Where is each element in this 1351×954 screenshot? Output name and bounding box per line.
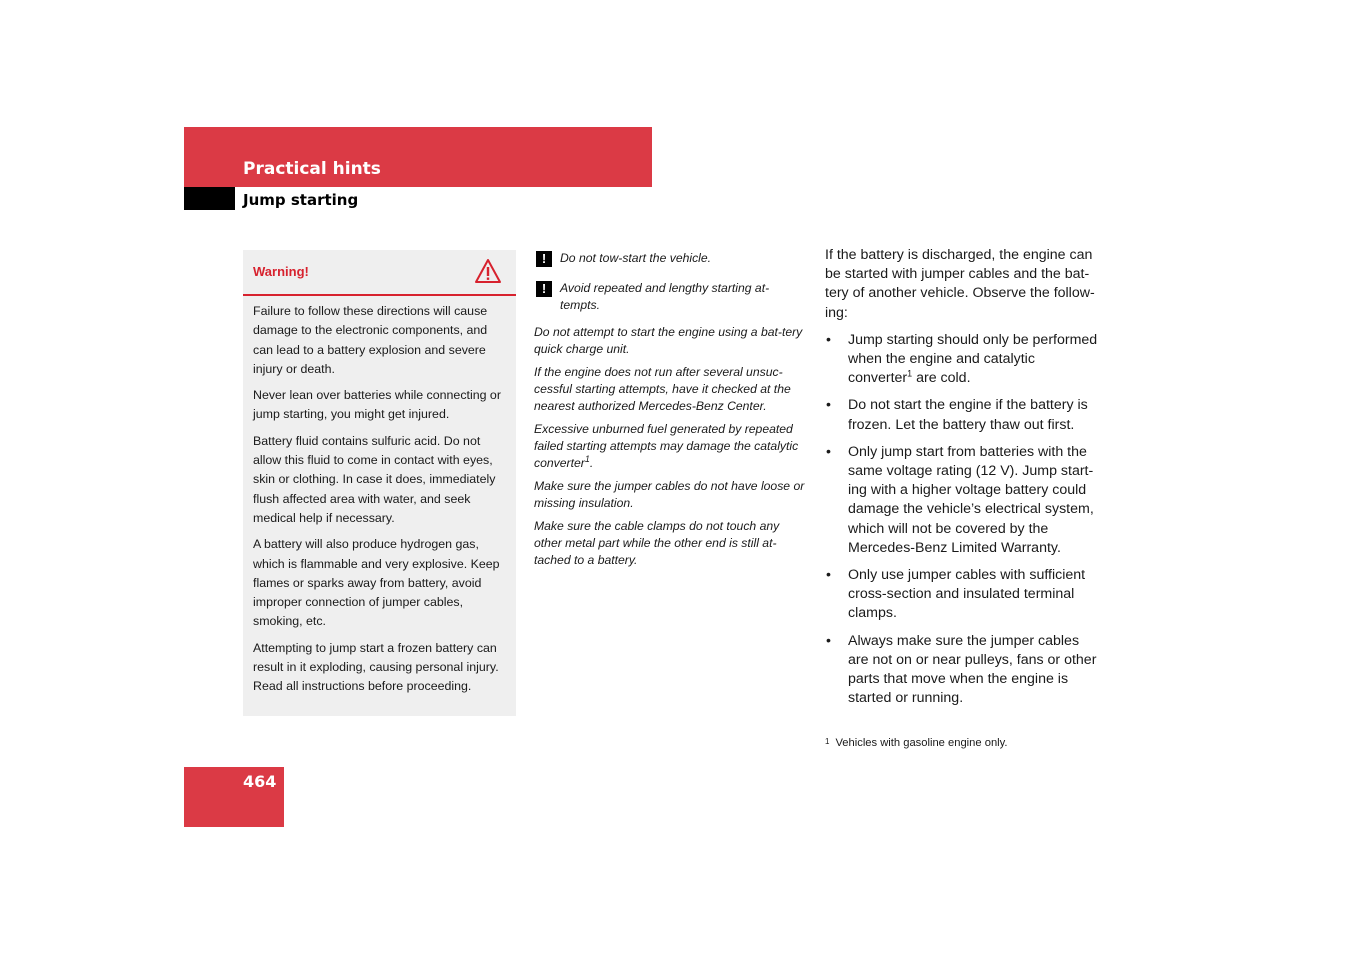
note-paragraph: If the engine does not run after several unsuc-cessful starting attempts, have it checked at the nearest authorized Mercedes-Benz Center.	[534, 365, 791, 413]
warning-paragraph: Never lean over batteries while connecting or jump starting, you might get injured.	[253, 388, 501, 422]
list-item	[825, 632, 1103, 709]
bullet: •	[826, 331, 831, 348]
list-item	[825, 566, 1103, 624]
list-item	[825, 443, 1103, 558]
exclamation-icon: !	[536, 251, 552, 267]
note-text: Do not tow-start the vehicle.	[560, 251, 712, 265]
list-item-text: Only jump start from batteries with the same voltage rating (12 V). Jump start-ing with a higher voltage battery could damage the vehicle’s electrical system, which will not be covered by the Mercedes-Benz Limited Warranty.	[848, 443, 1094, 556]
section-tab-marker	[184, 187, 235, 210]
footnote-reference: 1	[907, 368, 913, 379]
note-paragraph	[534, 421, 806, 472]
warning-triangle-icon	[474, 258, 502, 284]
note-paragraph: Make sure the cable clamps do not touch any other metal part while the other end is still at-tached to a battery.	[534, 519, 780, 567]
warning-header	[243, 250, 516, 296]
exclamation-icon: !	[536, 281, 552, 297]
notes-column	[534, 250, 806, 575]
warning-paragraph: A battery will also produce hydrogen gas, which is flammable and very explosive. Keep flames or sparks away from battery, avoid improper connection of jumper cables, smoking, etc.	[253, 537, 500, 629]
warning-paragraph: Read all instructions before proceeding.	[253, 679, 472, 694]
bullet: •	[826, 567, 831, 584]
note-item	[534, 250, 806, 267]
list-item-text: Always make sure the jumper cables are not on or near pulleys, fans or other parts that move when the engine is started or running.	[848, 632, 1097, 707]
footnote-reference: 1	[584, 453, 590, 464]
list-item	[825, 396, 1103, 434]
list-item-text: Do not start the engine if the battery is frozen. Let the battery thaw out first.	[848, 397, 1088, 433]
note-paragraph: Make sure the jumper cables do not have loose or missing insulation.	[534, 479, 805, 510]
bullet: •	[826, 443, 831, 460]
list-item-text: are cold.	[912, 370, 971, 387]
warning-paragraph: Battery fluid contains sulfuric acid. Do not allow this fluid to come in contact with eyes, skin or clothing. In case it does, immediately flush affected area with water, and seek medical help if necessary.	[253, 433, 496, 525]
note-item	[534, 280, 806, 314]
footnote-text: Vehicles with gasoline engine only.	[835, 737, 1008, 749]
list-item-text: Jump starting should only be performed when the engine and catalytic converter	[848, 331, 1098, 387]
footnote-mark: 1	[825, 737, 830, 746]
warning-body	[253, 302, 509, 704]
list-item-text: Only use jumper cables with sufficient cross-section and insulated terminal clamps.	[848, 567, 1086, 622]
bullet: •	[826, 397, 831, 414]
bullet: •	[826, 632, 831, 649]
section-title: Practical hints	[243, 159, 381, 179]
note-text: .	[589, 456, 594, 470]
main-column	[825, 246, 1103, 716]
note-text: Excessive unburned fuel generated by repeated failed starting attempts may damage the catalytic converter	[534, 422, 799, 470]
intro-paragraph: If the battery is discharged, the engine can be started with jumper cables and the bat-tery of another vehicle. Observe the follow-ing:	[825, 247, 1095, 321]
page-number: 464	[243, 772, 277, 791]
bullet-list	[825, 331, 1103, 709]
subsection-title: Jump starting	[243, 191, 359, 209]
warning-paragraph: Attempting to jump start a frozen battery can result in it exploding, causing personal injury.	[253, 640, 499, 675]
footnote	[825, 737, 1008, 749]
note-text: Avoid repeated and lengthy starting at-tempts.	[560, 281, 770, 312]
warning-box	[243, 250, 516, 716]
list-item	[825, 331, 1103, 389]
note-paragraph: Do not attempt to start the engine using a bat-tery quick charge unit.	[534, 325, 803, 356]
warning-paragraph: Failure to follow these directions will cause damage to the electronic components, and can lead to a battery explosion and severe injury or death.	[253, 304, 488, 376]
warning-title: Warning!	[253, 264, 309, 279]
